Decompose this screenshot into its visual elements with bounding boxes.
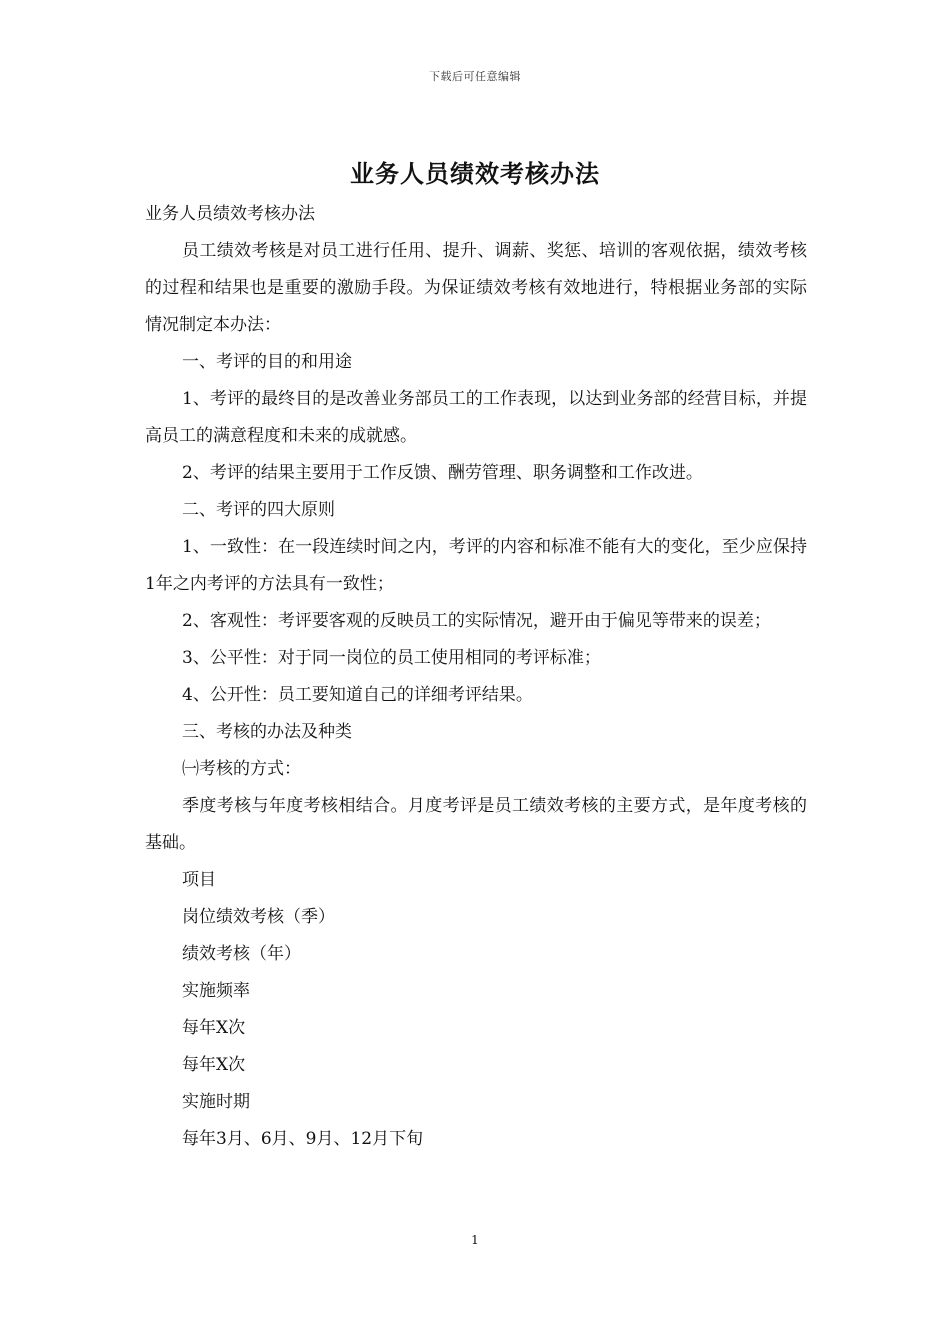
page-number: 1 [471, 1233, 479, 1247]
table-cell-text: 岗位绩效考核（季） [182, 907, 335, 927]
body-paragraph: 1、一致性：在一段连续时间之内，考评的内容和标准不能有大的变化，至少应保持1年之内考评的方法具有一致性； [145, 537, 807, 594]
table-cell-text: 绩效考核（年） [182, 944, 301, 964]
subtitle-paragraph: 业务人员绩效考核办法 [145, 204, 315, 224]
body-paragraph: 3、公平性：对于同一岗位的员工使用相同的考评标准； [182, 648, 601, 668]
body-paragraph: 4、公开性：员工要知道自己的详细考评结果。 [182, 685, 533, 705]
section-heading: 二、考评的四大原则 [182, 500, 335, 520]
table-cell-text: 每年X次 [182, 1018, 246, 1038]
table-cell-text: 实施时期 [182, 1092, 250, 1112]
page-header-note: 下载后可任意编辑 [429, 70, 521, 83]
section-heading: 三、考核的办法及种类 [182, 722, 352, 742]
document-title: 业务人员绩效考核办法 [350, 159, 600, 188]
section-heading: 一、考评的目的和用途 [182, 352, 352, 372]
table-cell-text: 项目 [182, 870, 216, 890]
table-cell-text: 实施频率 [182, 981, 250, 1001]
document-body [145, 196, 807, 1158]
subsection-heading: ㈠考核的方式： [182, 759, 301, 779]
body-paragraph: 2、考评的结果主要用于工作反馈、酬劳管理、职务调整和工作改进。 [182, 463, 703, 483]
body-paragraph: 1、考评的最终目的是改善业务部员工的工作表现，以达到业务部的经营目标，并提高员工的满意程度和未来的成就感。 [145, 389, 807, 446]
body-paragraph: 员工绩效考核是对员工进行任用、提升、调薪、奖惩、培训的客观依据，绩效考核的过程和结果也是重要的激励手段。为保证绩效考核有效地进行，特根据业务部的实际情况制定本办法： [145, 241, 807, 335]
body-paragraph: 2、客观性：考评要客观的反映员工的实际情况，避开由于偏见等带来的误差； [182, 611, 771, 631]
body-paragraph: 季度考核与年度考核相结合。月度考评是员工绩效考核的主要方式，是年度考核的基础。 [145, 796, 807, 853]
table-cell-text: 每年3月、6月、9月、12月下旬 [182, 1129, 424, 1149]
table-cell-text: 每年X次 [182, 1055, 246, 1075]
